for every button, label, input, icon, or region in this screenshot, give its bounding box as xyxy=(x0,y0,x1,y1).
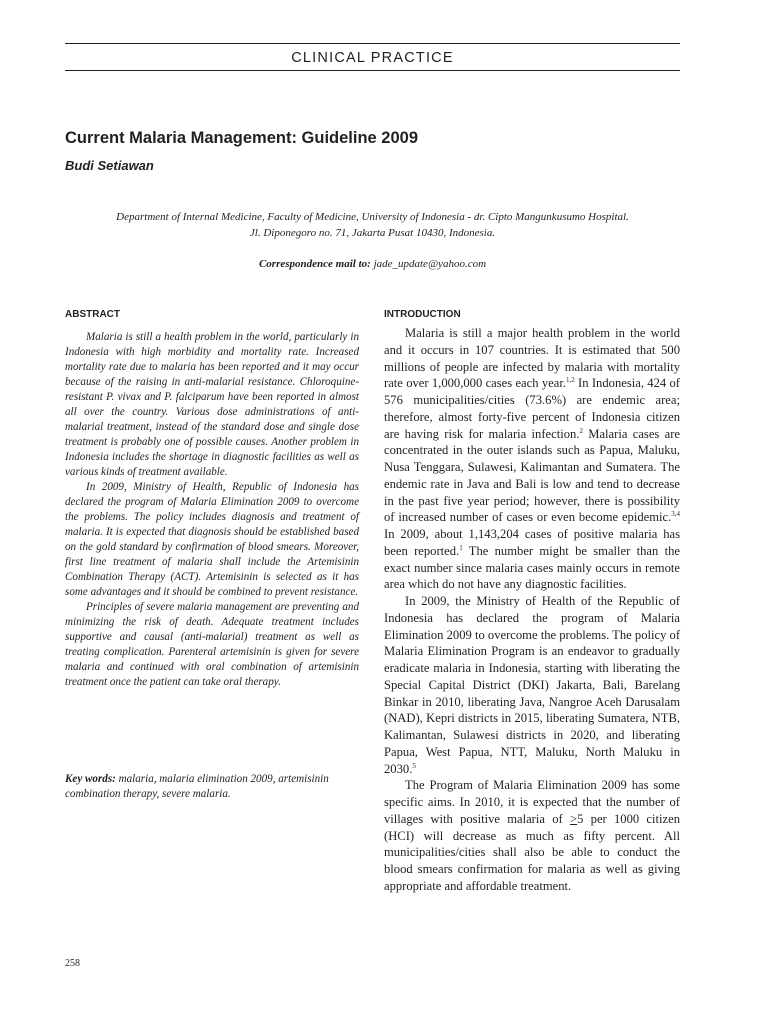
citation: 3,4 xyxy=(671,510,680,519)
correspondence-email: jade_update@yahoo.com xyxy=(370,258,487,270)
affiliation xyxy=(65,209,680,241)
header-rule-top xyxy=(65,43,680,44)
page-number: 258 xyxy=(65,958,80,969)
introduction-paragraph-3 xyxy=(384,777,680,894)
correspondence xyxy=(65,256,680,272)
introduction-paragraph-1 xyxy=(384,325,680,593)
intro-text: Malaria cases are concentrated in the outer islands such as Papua, Maluku, Nusa Tenggara, Sulawesi, Kalimantan and Sumatera. The endemic rate in Java and Bali is low and tend to decrease in the past five year period; however, there is possibility of increased number of cases or even become epidemic. xyxy=(384,426,680,525)
affiliation-line-1: Department of Internal Medicine, Faculty of Medicine, University of Indonesia - dr. Cipto Mangunkusumo Hospital. xyxy=(116,211,629,223)
intro-text: Malaria is still a major health problem in the world and it occurs in 107 countries. It is estimated that 500 millions of people are infected by malaria with mortality rate over 1,000,000 cases each year. xyxy=(384,326,680,391)
abstract-paragraph-1: Malaria is still a health problem in the world, particularly in Indonesia with high morbidity and mortality rate. Increased mortality rate due to malaria has been reported and it may occur because of the raising in anti-malarial resistance. Chloroquine-resistant P. vivax and P. falciparum have been reported in almost all over the country. Various dose administrations of anti-malarial treatment, instead of the standard dose and single dose treatment is probably one of possible causes. Another problem in Indonesia includes the shortage in diagnostic facilities as well as various kinds of treatment available. xyxy=(65,331,359,478)
affiliation-line-2: Jl. Diponegoro no. 71, Jakarta Pusat 10430, Indonesia. xyxy=(249,227,496,239)
citation: 2 xyxy=(579,426,583,435)
intro-text: The Program of Malaria Elimination 2009 has some specific aims. In 2010, it is expected that the number of villages with positive malaria of xyxy=(384,778,680,826)
intro-text: 5 per 1000 citizen (HCI) will decrease as much as fifty percent. All municipalities/cities shall also be able to conduct the blood smears confirmation for malaria as well as giving appropriate and affordable treatment. xyxy=(384,811,680,893)
abstract-body xyxy=(65,330,359,690)
greater-equal-symbol: > xyxy=(569,811,578,826)
intro-text: The number might be smaller than the exact number since malaria cases mainly occurs in remote area which do not have any diagnostic facilities. xyxy=(384,543,680,592)
author-name: Budi Setiawan xyxy=(65,158,154,173)
abstract-paragraph-3: Principles of severe malaria management are preventing and minimizing the risk of death. Adequate treatment includes supportive and causal (anti-malarial) treatment as well as treating complication. Parenteral artemisinin is given for severe malaria and continued with oral combination of artemisinin treatment once the patient can take oral therapy. xyxy=(65,601,359,688)
section-label: CLINICAL PRACTICE xyxy=(291,50,454,66)
citation: 5 xyxy=(412,761,416,770)
correspondence-label: Correspondence mail to: xyxy=(258,258,371,270)
paper-title: Current Malaria Management: Guideline 2009 xyxy=(65,129,419,147)
introduction-paragraph-2 xyxy=(384,593,680,777)
keywords xyxy=(65,772,359,802)
header-rule-bottom xyxy=(65,70,680,71)
intro-text: In 2009, the Ministry of Health of the Republic of Indonesia has declared the program of Malaria Elimination 2009 to overcome the problems. The policy of Malaria Elimination Program is an endeavor to gradually eradicate malaria in Indonesia, starting with liberating the Special Capital District (DKI) Jakarta, Bali, Barelang Binkar in 2010, liberating Java, Nangroe Aceh Darusalam (NAD), Kepri districts in 2015, liberating Sumatera, NTB, Kalimantan, Sulawesi districts in 2020, and liberating Papua, West Papua, NTT, Maluku, North Maluku in 2030. xyxy=(384,594,681,776)
citation: 1 xyxy=(459,543,463,552)
keywords-label: Key words: xyxy=(65,773,116,785)
abstract-paragraph-2: In 2009, Ministry of Health, Republic of Indonesia has declared the program of Malaria Elimination 2009 to overcome the problems. The policy includes diagnosis and treatment of malaria. It is expected that diagnosis should be established based on the gold standard by confirmation of blood smears. Moreover, first line treatment of malaria shall include the Artemisinin Combination Therapy (ACT). Artemisinin is selected as it has some advantages and it should be combined to prevent resistance. xyxy=(65,481,359,598)
keywords-text: malaria, malaria elimination 2009, artemisinin combination therapy, severe malaria. xyxy=(65,773,329,800)
intro-text: In Indonesia, 424 of 576 municipalities/cities (73.6%) are endemic area; therefore, almost forty-five percent of Indonesia citizen are having risk for malaria infection. xyxy=(384,376,680,441)
abstract-heading: ABSTRACT xyxy=(65,309,120,320)
citation: 1,2 xyxy=(565,376,575,385)
introduction-heading: INTRODUCTION xyxy=(384,309,461,320)
introduction-body xyxy=(384,325,680,895)
intro-text: In 2009, about 1,143,204 cases of positive malaria has been reported. xyxy=(384,527,680,558)
